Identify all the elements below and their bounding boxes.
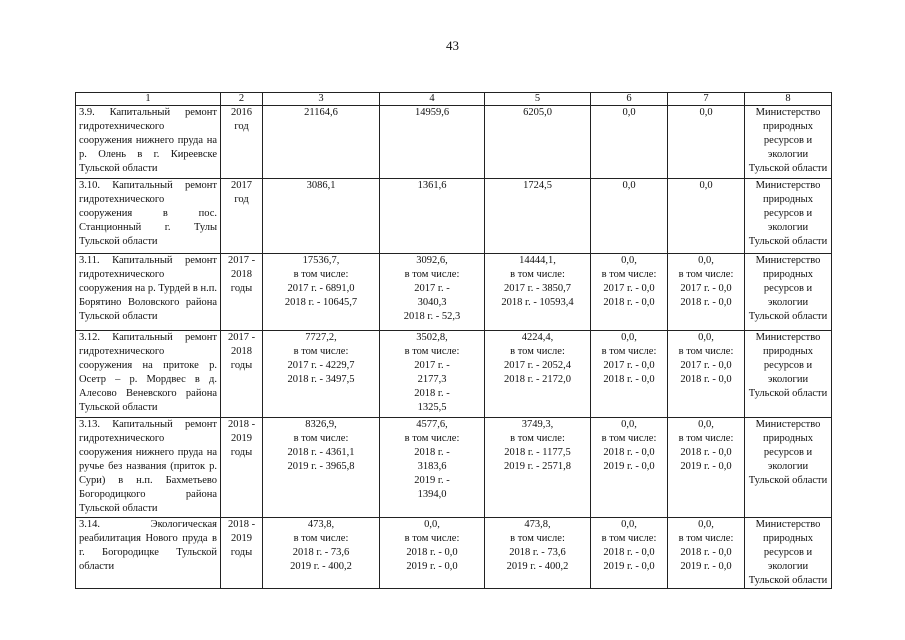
column-5-cell: 4224,4, в том числе: 2017 г. - 2052,4 2018 г. - 2172,0 (485, 331, 591, 418)
activity-name: 3.14. Экологическая реабилитация Нового пруда в г. Богородицке Тульской области (76, 518, 221, 589)
activity-name: 3.9. Капитальный ремонт гидротехнического сооружения нижнего пруда на р. Олень в г. Киреевске Тульской области (76, 106, 221, 179)
activity-name: 3.11. Капитальный ремонт гидротехнического сооружения на р. Турдей в н.п. Борятино Воловского района Тульской области (76, 254, 221, 331)
column-header: 6 (591, 93, 668, 106)
column-header: 8 (745, 93, 832, 106)
column-header: 2 (221, 93, 263, 106)
total-cell: 3086,1 (263, 179, 380, 254)
period-cell: 2016 год (221, 106, 263, 179)
column-4-cell: 4577,6, в том числе: 2018 г. - 3183,6 2019 г. - 1394,0 (380, 418, 485, 518)
agency-cell: Министерство природных ресурсов и экологии Тульской области (745, 254, 832, 331)
column-6-cell: 0,0 (591, 179, 668, 254)
column-6-cell: 0,0, в том числе: 2017 г. - 0,0 2018 г. - 0,0 (591, 331, 668, 418)
column-header: 3 (263, 93, 380, 106)
column-7-cell: 0,0 (668, 106, 745, 179)
table-row (76, 418, 832, 518)
column-6-cell: 0,0 (591, 106, 668, 179)
column-6-cell: 0,0, в том числе: 2018 г. - 0,0 2019 г. - 0,0 (591, 518, 668, 589)
period-cell: 2018 - 2019 годы (221, 418, 263, 518)
column-4-cell: 3502,8, в том числе: 2017 г. - 2177,3 2018 г. - 1325,5 (380, 331, 485, 418)
column-4-cell: 1361,6 (380, 179, 485, 254)
agency-cell: Министерство природных ресурсов и экологии Тульской области (745, 179, 832, 254)
column-5-cell: 1724,5 (485, 179, 591, 254)
table-row (76, 106, 832, 179)
total-cell: 17536,7, в том числе: 2017 г. - 6891,0 2018 г. - 10645,7 (263, 254, 380, 331)
activity-name: 3.10. Капитальный ремонт гидротехнического сооружения в пос. Станционный г. Тулы Тульской области (76, 179, 221, 254)
column-6-cell: 0,0, в том числе: 2018 г. - 0,0 2019 г. - 0,0 (591, 418, 668, 518)
column-7-cell: 0,0, в том числе: 2018 г. - 0,0 2019 г. - 0,0 (668, 518, 745, 589)
agency-cell: Министерство природных ресурсов и экологии Тульской области (745, 331, 832, 418)
column-7-cell: 0,0, в том числе: 2017 г. - 0,0 2018 г. - 0,0 (668, 254, 745, 331)
period-cell: 2018 - 2019 годы (221, 518, 263, 589)
column-header: 4 (380, 93, 485, 106)
agency-cell: Министерство природных ресурсов и экологии Тульской области (745, 106, 832, 179)
table-row (76, 518, 832, 589)
activities-table (75, 92, 832, 589)
total-cell: 7727,2, в том числе: 2017 г. - 4229,7 2018 г. - 3497,5 (263, 331, 380, 418)
period-cell: 2017 - 2018 годы (221, 254, 263, 331)
total-cell: 21164,6 (263, 106, 380, 179)
column-4-cell: 0,0, в том числе: 2018 г. - 0,0 2019 г. - 0,0 (380, 518, 485, 589)
column-5-cell: 14444,1, в том числе: 2017 г. - 3850,7 2018 г. - 10593,4 (485, 254, 591, 331)
column-6-cell: 0,0, в том числе: 2017 г. - 0,0 2018 г. - 0,0 (591, 254, 668, 331)
activity-name: 3.13. Капитальный ремонт гидротехнического сооружения нижнего пруда на ручье без названия (приток р. Сури) в н.п. Бахметьево Богородицкого района Тульской области (76, 418, 221, 518)
page-number: 43 (446, 38, 459, 53)
total-cell: 473,8, в том числе: 2018 г. - 73,6 2019 г. - 400,2 (263, 518, 380, 589)
column-4-cell: 3092,6, в том числе: 2017 г. - 3040,3 2018 г. - 52,3 (380, 254, 485, 331)
table-row (76, 179, 832, 254)
column-header: 5 (485, 93, 591, 106)
column-5-cell: 6205,0 (485, 106, 591, 179)
period-cell: 2017 - 2018 годы (221, 331, 263, 418)
column-7-cell: 0,0, в том числе: 2018 г. - 0,0 2019 г. - 0,0 (668, 418, 745, 518)
period-cell: 2017 год (221, 179, 263, 254)
column-4-cell: 14959,6 (380, 106, 485, 179)
column-header: 1 (76, 93, 221, 106)
agency-cell: Министерство природных ресурсов и экологии Тульской области (745, 418, 832, 518)
total-cell: 8326,9, в том числе: 2018 г. - 4361,1 2019 г. - 3965,8 (263, 418, 380, 518)
table-row (76, 331, 832, 418)
activity-name: 3.12. Капитальный ремонт гидротехнического сооружения на притоке р. Осетр – р. Мордвес в д. Алесово Веневского района Тульской области (76, 331, 221, 418)
column-5-cell: 473,8, в том числе: 2018 г. - 73,6 2019 г. - 400,2 (485, 518, 591, 589)
column-7-cell: 0,0, в том числе: 2017 г. - 0,0 2018 г. - 0,0 (668, 331, 745, 418)
table-header-row (76, 93, 832, 106)
agency-cell: Министерство природных ресурсов и экологии Тульской области (745, 518, 832, 589)
column-7-cell: 0,0 (668, 179, 745, 254)
column-header: 7 (668, 93, 745, 106)
table-row (76, 254, 832, 331)
column-5-cell: 3749,3, в том числе: 2018 г. - 1177,5 2019 г. - 2571,8 (485, 418, 591, 518)
